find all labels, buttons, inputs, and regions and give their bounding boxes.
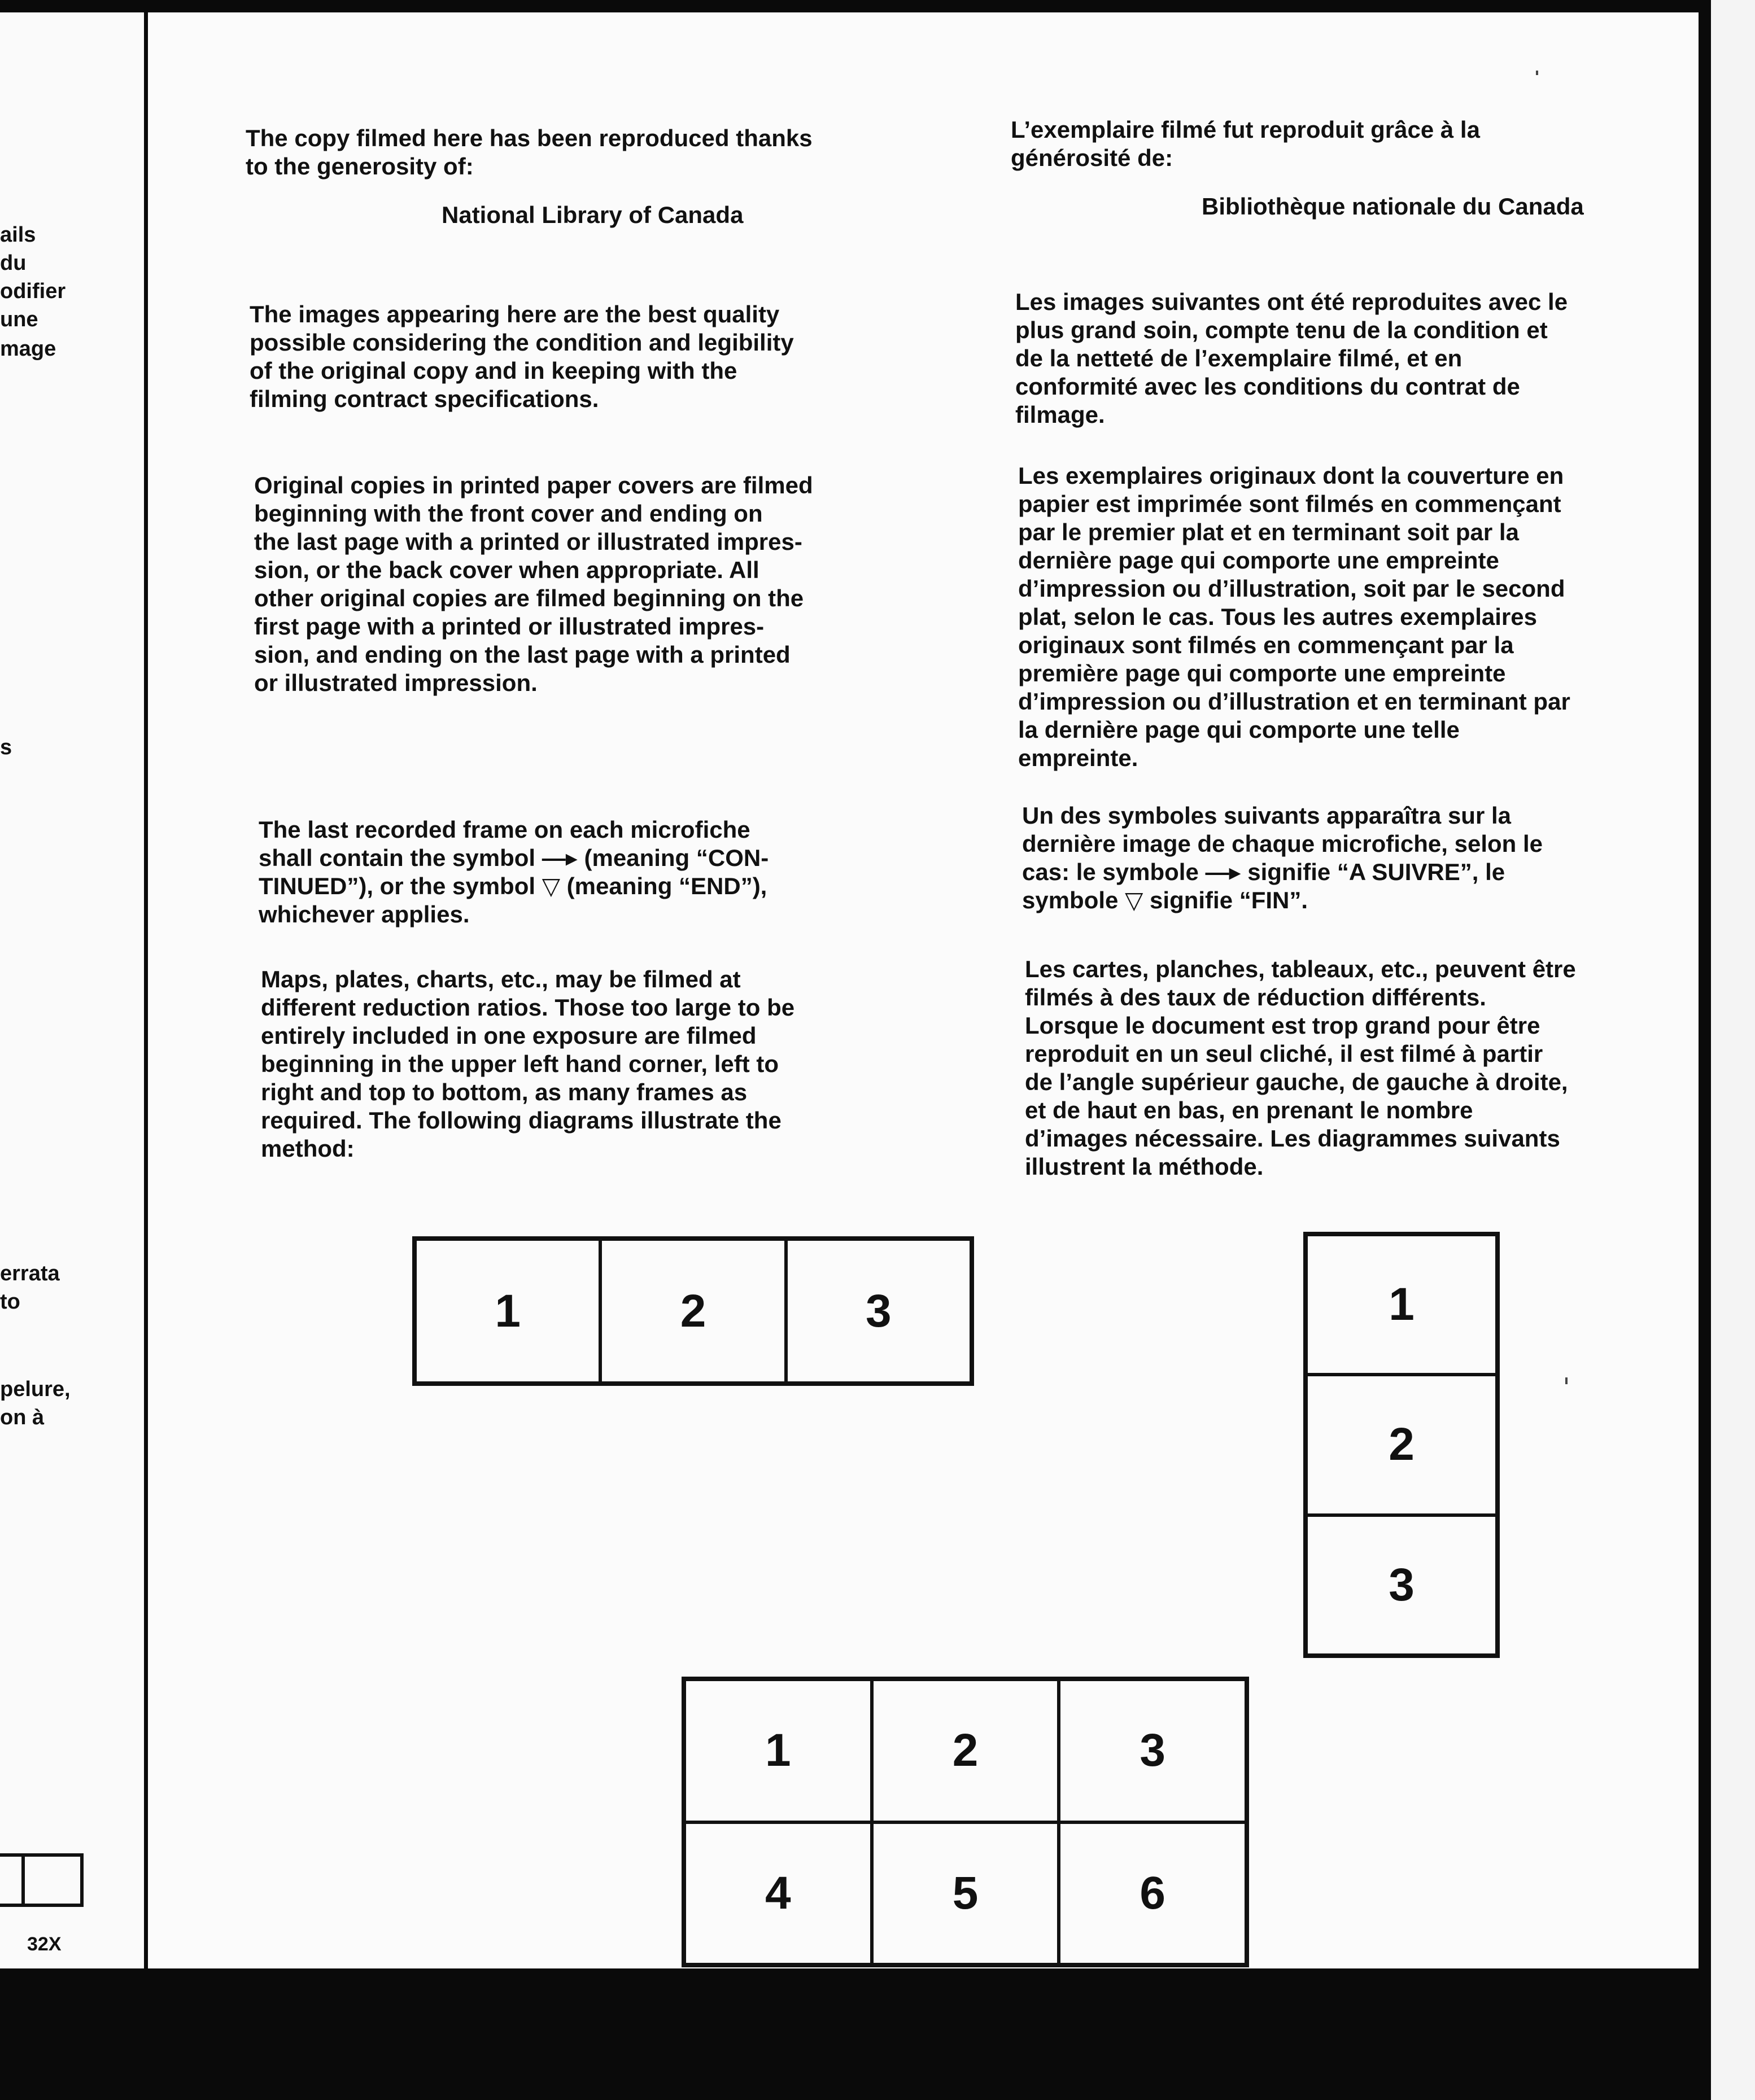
en-maps-paragraph: Maps, plates, charts, etc., may be filmed at different reduction ratios. Those too large to be entirely included in one exposure are filmed beginning in the upper left hand corner, left to right and top to bottom, as many frames as required. The following diagrams illustrate the method:	[261, 966, 795, 1162]
en-institution: National Library of Canada	[442, 202, 744, 228]
fr-quality-paragraph: Les images suivantes ont été reproduites avec le plus grand soin, compte tenu de la condition et de la netteté de l’exemplaire filmé, et en conformité avec les conditions du contrat de filmage.	[1015, 288, 1568, 428]
left-fragment: du	[0, 251, 27, 275]
scan-speck	[1536, 71, 1538, 75]
diagram-grid-6	[682, 1677, 1249, 1967]
left-fragment: on à	[0, 1406, 45, 1429]
en-intro: The copy filmed here has been reproduced thanks to the generosity of:	[246, 125, 813, 180]
reduction-gauge-box	[0, 1853, 84, 1907]
frame-cell: 1	[415, 1239, 600, 1383]
fr-originals-paragraph: Les exemplaires originaux dont la couverture en papier est imprimée sont filmés en commençant par le premier plat et en terminant soit par la dernière page qui comporte une empreinte d’impression ou d’illustration, soit par le second plat, selon le cas. Tous les autres exemplaires originaux sont filmés en commençant par la première page qui comporte une empreinte d’impression ou d’illustration et en terminant par la dernière page qui comporte une telle empreinte.	[1018, 462, 1570, 771]
fr-intro: L’exemplaire filmé fut reproduit grâce à la générosité de:	[1011, 116, 1480, 171]
frame-cell: 1	[684, 1679, 872, 1822]
left-fragment: ails	[0, 223, 36, 247]
frame-cell: 3	[1059, 1679, 1246, 1822]
fr-maps-paragraph: Les cartes, planches, tableaux, etc., peuvent être filmés à des taux de réduction différents. Lorsque le document est trop grand pour être reproduit en un seul cliché, il est filmé à partir de l’angle supérieur gauche, de gauche à droite, et de haut en bas, en prenant le nombre d’images nécessaire. Les diagrammes suivants illustrent la méthode.	[1025, 956, 1576, 1180]
scan-speck	[1565, 1377, 1568, 1384]
left-fragment: mage	[0, 337, 56, 361]
next-page-strip	[1711, 0, 1755, 2100]
en-quality-paragraph: The images appearing here are the best quality possible considering the condition and legibility of the original copy and in keeping with the filming contract specifications.	[250, 301, 794, 412]
frame-cell: 5	[872, 1822, 1059, 1965]
fr-institution: Bibliothèque nationale du Canada	[1202, 193, 1584, 220]
left-fragment: odifier	[0, 279, 66, 303]
frame-cell: 3	[1306, 1515, 1497, 1655]
reduction-gauge-label: 32X	[27, 1933, 62, 1955]
frame-cell: 2	[600, 1239, 785, 1383]
frame-cell: 2	[1306, 1375, 1497, 1515]
fr-symbols-paragraph: Un des symboles suivants apparaîtra sur la dernière image de chaque microfiche, selon le cas: le symbole —▸ signifie “A SUIVRE”, le symbole ▽ signifie “FIN”.	[1022, 802, 1543, 913]
diagram-row-3	[412, 1236, 974, 1386]
left-fragment: errata	[0, 1262, 60, 1285]
frame-cell: 2	[872, 1679, 1059, 1822]
frame-cell: 1	[1306, 1235, 1497, 1375]
en-symbols-paragraph: The last recorded frame on each microfiche shall contain the symbol —▸ (meaning “CON- TINUED”), or the symbol ▽ (meaning “END”), whichever applies.	[259, 816, 769, 928]
left-fragment: s	[0, 736, 12, 759]
left-fragment: une	[0, 308, 38, 331]
frame-cell: 6	[1059, 1822, 1246, 1965]
previous-page-strip	[0, 12, 144, 1968]
frame-cell: 3	[786, 1239, 971, 1383]
frame-cell: 4	[684, 1822, 872, 1965]
diagram-column-3	[1303, 1232, 1500, 1658]
left-fragment: to	[0, 1290, 20, 1314]
left-fragment: pelure,	[0, 1377, 71, 1401]
right-border	[1699, 0, 1711, 2100]
en-originals-paragraph: Original copies in printed paper covers are filmed beginning with the front cover and ending on the last page with a printed or illustrated impres- sion, or the back cover when appropriate. All other original copies are filmed beginning on the first page with a printed or illustrated impres- sion, and ending on the last page with a printed or illustrated impression.	[254, 472, 813, 696]
